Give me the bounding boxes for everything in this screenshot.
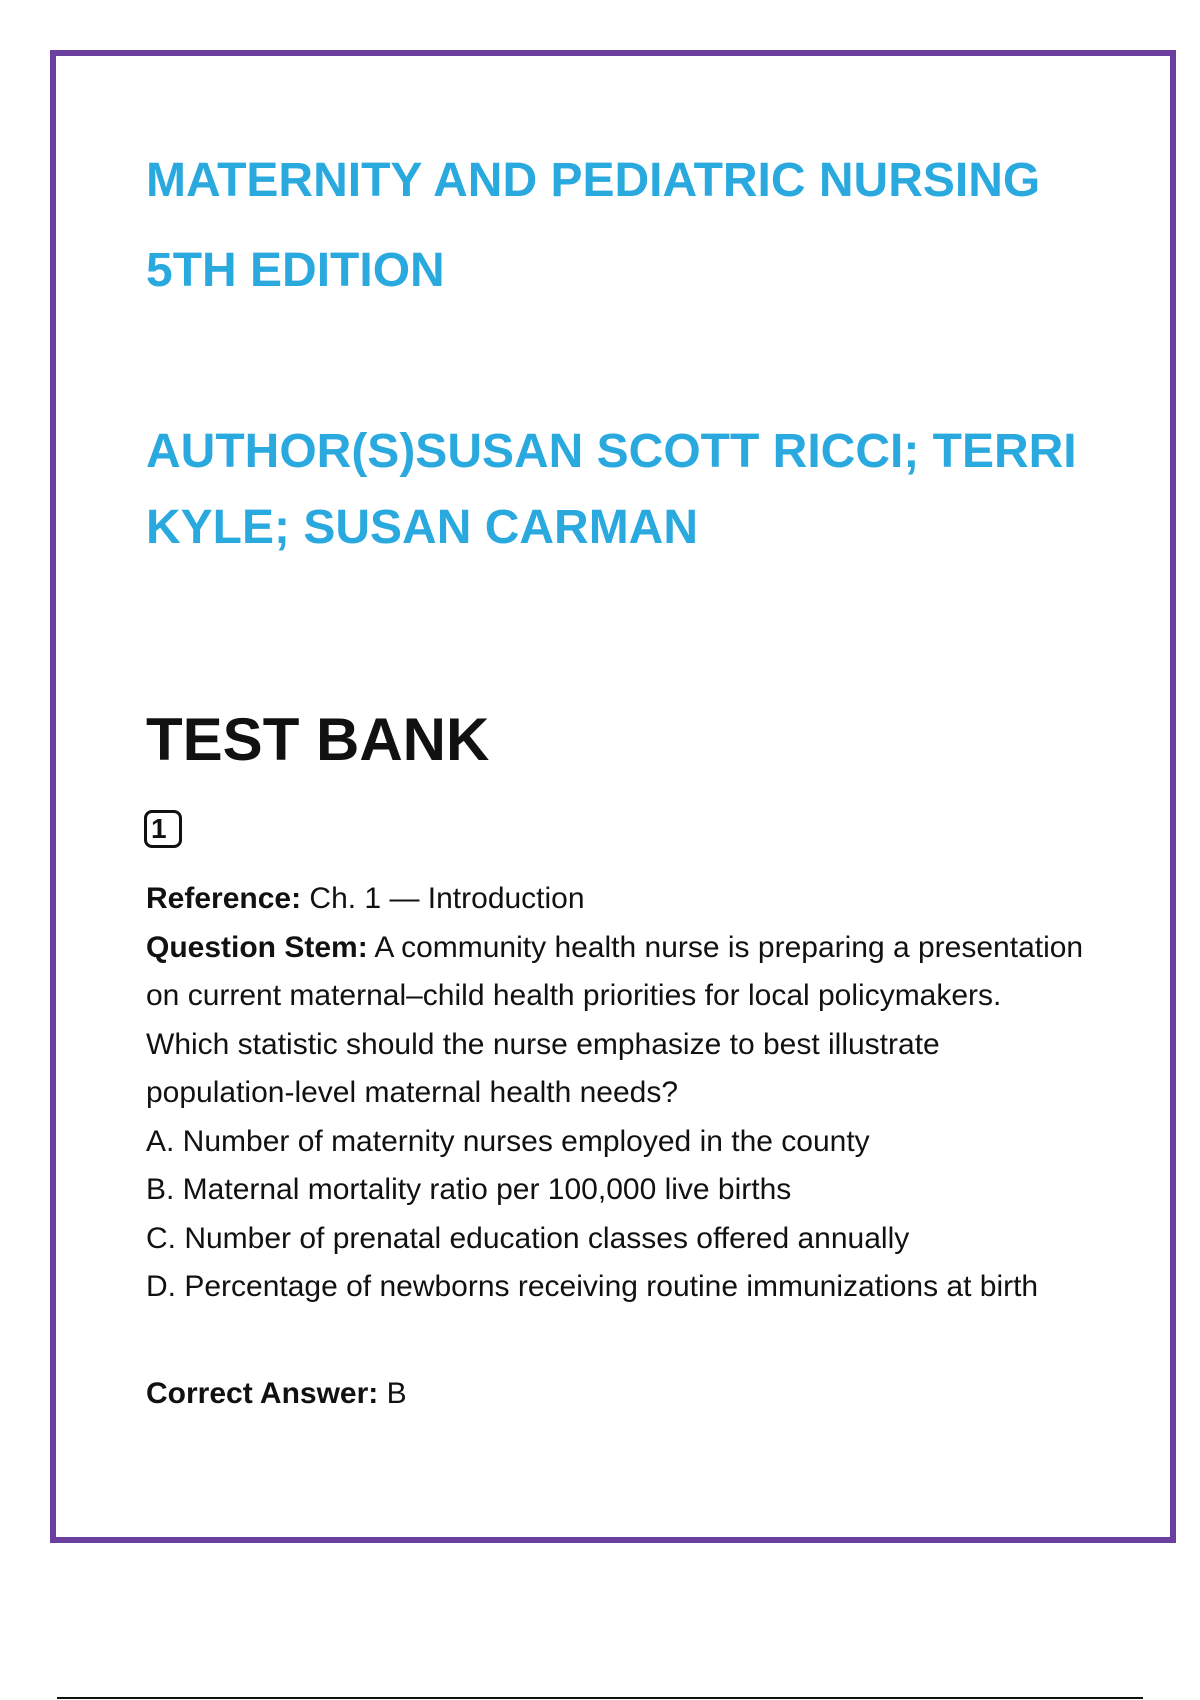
reference-label: Reference: [146, 882, 302, 915]
correct-answer-label: Correct Answer: [146, 1377, 379, 1410]
test-bank-heading: TEST BANK [146, 706, 490, 773]
question-stem-label: Question Stem: [146, 930, 368, 964]
answer-option-b: B. Maternal mortality ratio per 100,000 live births [146, 1173, 792, 1206]
reference-value: Ch. 1 — Introduction [301, 882, 585, 915]
answer-option-d: D. Percentage of newborns receiving routine immunizations at birth [146, 1270, 1039, 1303]
page-bottom-rule [57, 1697, 1143, 1699]
correct-answer-value: B [378, 1377, 407, 1410]
question-block [146, 875, 1086, 1312]
question-stem-text: A community health nurse is preparing a presentation on current maternal–child health priorities for local policymakers. Which statistic should the nurse emphasize to best illustrate population-level maternal health needs? [146, 930, 1084, 1109]
correct-answer-line [146, 1370, 407, 1418]
authors-line-2: KYLE; SUSAN CARMAN [146, 501, 698, 554]
question-stem [146, 924, 1086, 1118]
book-title-line-1: MATERNITY AND PEDIATRIC NURSING [146, 154, 1041, 207]
book-edition: 5TH EDITION [146, 244, 445, 297]
question-number-badge: 1 [144, 810, 182, 848]
authors-line-1: AUTHOR(S)SUSAN SCOTT RICCI; TERRI [146, 425, 1077, 478]
reference-line [146, 875, 1086, 924]
answer-option-c: C. Number of prenatal education classes offered annually [146, 1221, 910, 1255]
answer-option-a: A. Number of maternity nurses employed in the county [146, 1124, 870, 1158]
